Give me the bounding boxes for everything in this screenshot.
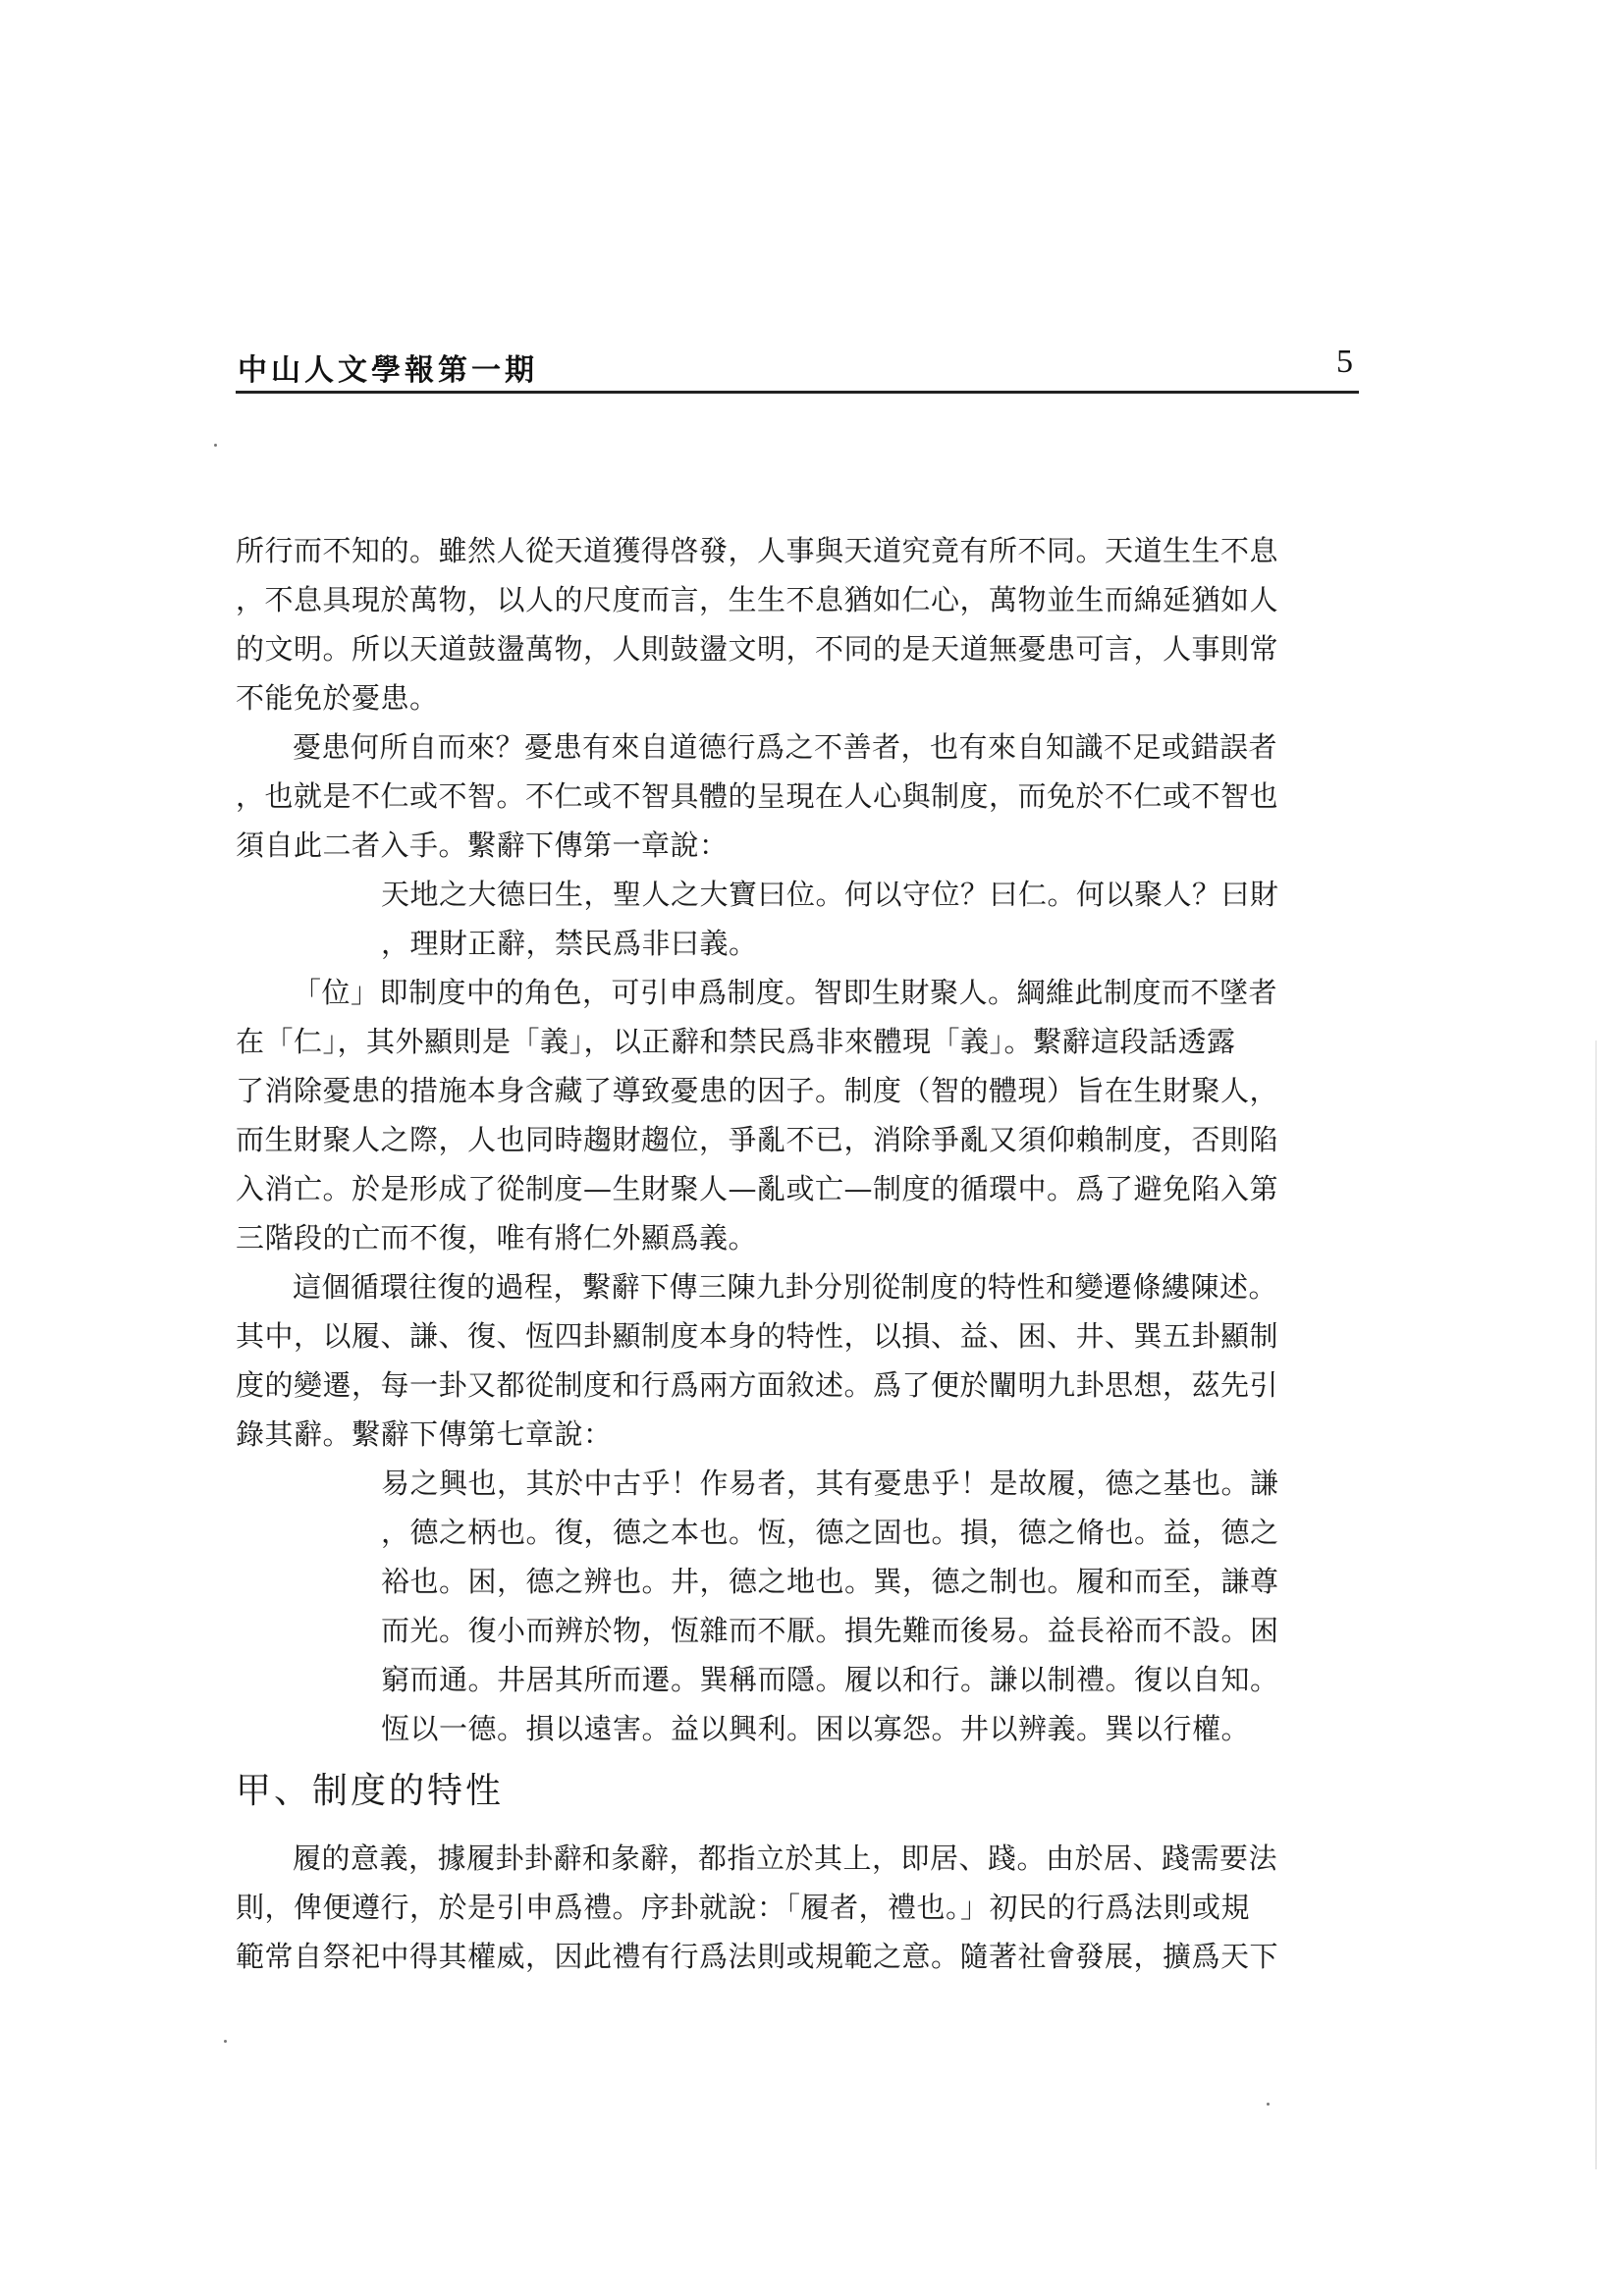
text-line: ，也就是不仁或不智。不仁或不智具體的呈現在人心與制度，而免於不仁或不智也 <box>236 779 1279 813</box>
quote-line: ，理財正辭，禁民爲非曰義。 <box>381 927 758 960</box>
paragraph-5 <box>236 1834 1316 1981</box>
scan-speck <box>214 444 217 447</box>
text-line: 錄其辭。繫辭下傳第七章說： <box>236 1417 613 1451</box>
text-line: ，不息具現於萬物，以人的尺度而言，生生不息猶如仁心，萬物並生而綿延猶如人 <box>236 583 1279 616</box>
text-line: 的文明。所以天道鼓盪萬物，人則鼓盪文明，不同的是天道無憂患可言，人事則常 <box>236 632 1279 666</box>
text-line: 其中，以履、謙、復、恆四卦顯制度本身的特性，以損、益、困、井、巽五卦顯制 <box>236 1319 1279 1353</box>
text-line: 度的變遷，每一卦又都從制度和行爲兩方面敘述。爲了便於闡明九卦思想，茲先引 <box>236 1368 1279 1402</box>
text-line: 履的意義，據履卦卦辭和彖辭，都指立於其上，即居、踐。由於居、踐需要法 <box>293 1842 1278 1875</box>
block-quote-1 <box>236 870 1316 968</box>
text-line: 而生財聚人之際，人也同時趨財趨位，爭亂不已，消除爭亂又須仰賴制度，否則陷 <box>236 1123 1279 1156</box>
text-line: 了消除憂患的措施本身含藏了導致憂患的因子。制度（智的體現）旨在生財聚人， <box>236 1074 1279 1107</box>
text-line: 「位」即制度中的角色，可引申爲制度。智即生財聚人。綱維此制度而不墜者 <box>293 976 1278 1009</box>
scan-speck <box>224 2040 227 2043</box>
text-line: 範常自祭祀中得其權威，因此禮有行爲法則或規範之意。隨著社會發展，擴爲天下 <box>236 1940 1279 1973</box>
journal-title: 中山人文學報第一期 <box>238 353 538 388</box>
section-heading: 甲、制度的特性 <box>236 1771 505 1811</box>
quote-line: 易之興也，其於中古乎！作易者，其有憂患乎！是故履，德之基也。謙 <box>381 1467 1279 1500</box>
block-quote-2 <box>236 1459 1316 1753</box>
quote-line: 而光。復小而辨於物，恆雜而不厭。損先難而後易。益長裕而不設。困 <box>381 1614 1279 1647</box>
text-line: 三階段的亡而不復，唯有將仁外顯爲義。 <box>236 1221 758 1255</box>
paragraph-3 <box>236 968 1316 1262</box>
paragraph-4 <box>236 1262 1316 1459</box>
quote-line: 天地之大德曰生，聖人之大寶曰位。何以守位？曰仁。何以聚人？曰財 <box>381 878 1279 911</box>
text-line: 在「仁」，其外顯則是「義」，以正辭和禁民爲非來體現「義」。繫辭這段話透露 <box>236 1025 1236 1058</box>
page-number: 5 <box>1336 344 1353 380</box>
text-line: 憂患何所自而來？憂患有來自道德行爲之不善者，也有來自知識不足或錯誤者 <box>293 730 1278 764</box>
text-line: 則，俾便遵行，於是引申爲禮。序卦就說：「履者，禮也。」初民的行爲法則或規 <box>236 1891 1251 1924</box>
body-text <box>236 526 1316 1981</box>
text-line: 所行而不知的。雖然人從天道獲得啓發，人事與天道究竟有所不同。天道生生不息 <box>236 534 1279 567</box>
paragraph-2 <box>236 722 1316 870</box>
text-line: 不能免於憂患。 <box>236 681 439 715</box>
text-line: 這個循環往復的過程，繫辭下傳三陳九卦分別從制度的特性和變遷條縷陳述。 <box>293 1270 1278 1304</box>
text-line: 入消亡。於是形成了從制度—生財聚人—亂或亡—制度的循環中。爲了避免陷入第 <box>236 1172 1279 1205</box>
quote-line: ，德之柄也。復，德之本也。恆，德之固也。損，德之脩也。益，德之 <box>381 1516 1279 1549</box>
running-head <box>236 346 1359 394</box>
scan-speck <box>1267 2103 1270 2106</box>
quote-line: 裕也。困，德之辨也。井，德之地也。巽，德之制也。履和而至，謙尊 <box>381 1565 1279 1598</box>
paragraph-1 <box>236 526 1316 722</box>
scan-edge-line <box>1596 1041 1597 2169</box>
quote-line: 恆以一德。損以遠害。益以興利。困以寡怨。井以辨義。巽以行權。 <box>381 1712 1251 1745</box>
quote-line: 窮而通。井居其所而遷。巽稱而隱。履以和行。謙以制禮。復以自知。 <box>381 1663 1279 1696</box>
text-line: 須自此二者入手。繫辭下傳第一章說： <box>236 828 729 862</box>
